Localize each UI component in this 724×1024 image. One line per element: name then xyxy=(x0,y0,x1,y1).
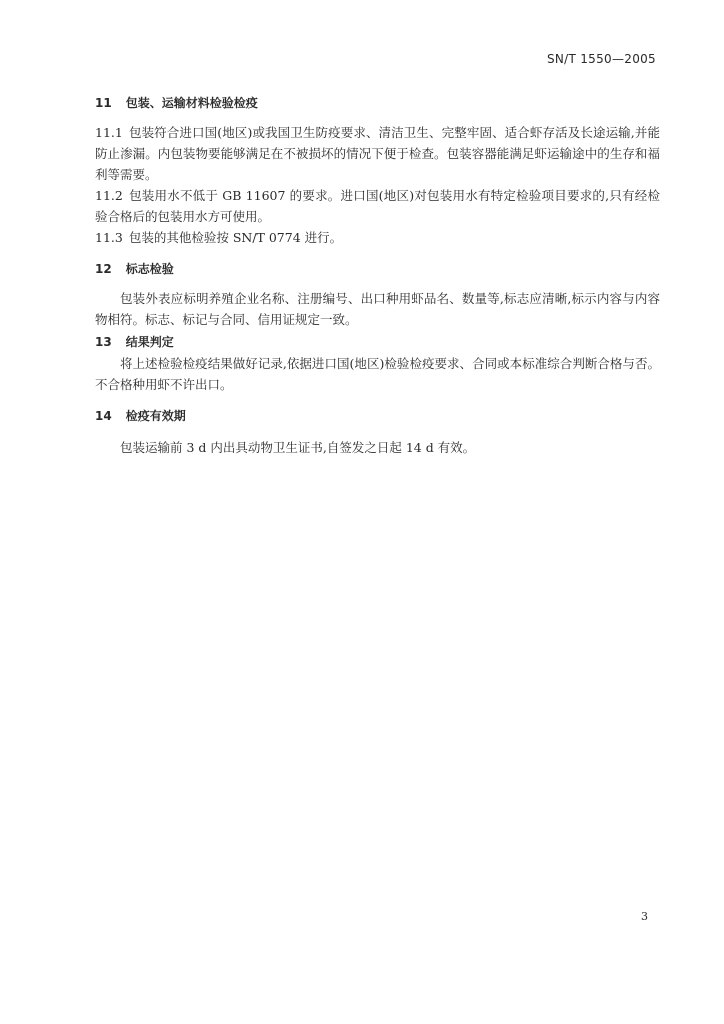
clause-text: 包装符合进口国(地区)或我国卫生防疫要求、清洁卫生、完整牢固、适合虾存活及长途运输,并能防止渗漏。内包装物要能够满足在不被损坏的情况下便于检查。包装容器能满足虾运输途中的生存和福利等需要。 xyxy=(95,125,660,182)
section-heading-12 xyxy=(95,258,660,280)
section-heading-11 xyxy=(95,92,660,114)
section-12-text: 包装外表应标明养殖企业名称、注册编号、出口种用虾品名、数量等,标志应清晰,标示内容与内容物相符。标志、标记与合同、信用证规定一致。 xyxy=(95,291,660,327)
page-number: 3 xyxy=(641,910,648,923)
standard-number: SN/T 1550—2005 xyxy=(546,52,656,66)
section-heading-14 xyxy=(95,405,660,427)
section-number: 13 xyxy=(95,335,112,349)
section-14-text: 包装运输前 3 d 内出具动物卫生证书,自签发之日起 14 d 有效。 xyxy=(120,440,476,455)
section-13-text: 将上述检验检疫结果做好记录,依据进口国(地区)检验检疫要求、合同或本标准综合判断合格与否。不合格种用虾不许出口。 xyxy=(95,356,660,392)
section-title: 包装、运输材料检验检疫 xyxy=(125,96,258,110)
section-number: 11 xyxy=(95,96,112,110)
section-title: 标志检验 xyxy=(125,262,174,276)
clause-text: 包装用水不低于 GB 11607 的要求。进口国(地区)对包装用水有特定检验项目要求的,只有经检验合格后的包装用水方可使用。 xyxy=(95,188,660,224)
section-title: 结果判定 xyxy=(125,335,174,349)
clause-11-1 xyxy=(95,122,660,185)
clause-11-2 xyxy=(95,185,660,227)
section-number: 12 xyxy=(95,262,112,276)
document-body xyxy=(95,92,660,458)
clause-text: 包装的其他检验按 SN/T 0774 进行。 xyxy=(128,230,343,245)
clause-11-3 xyxy=(95,227,660,248)
section-title: 检疫有效期 xyxy=(125,409,186,423)
clause-number: 11.1 xyxy=(95,125,123,140)
clause-number: 11.3 xyxy=(95,230,123,245)
section-heading-13 xyxy=(95,331,660,353)
section-number: 14 xyxy=(95,409,112,423)
clause-number: 11.2 xyxy=(95,188,123,203)
